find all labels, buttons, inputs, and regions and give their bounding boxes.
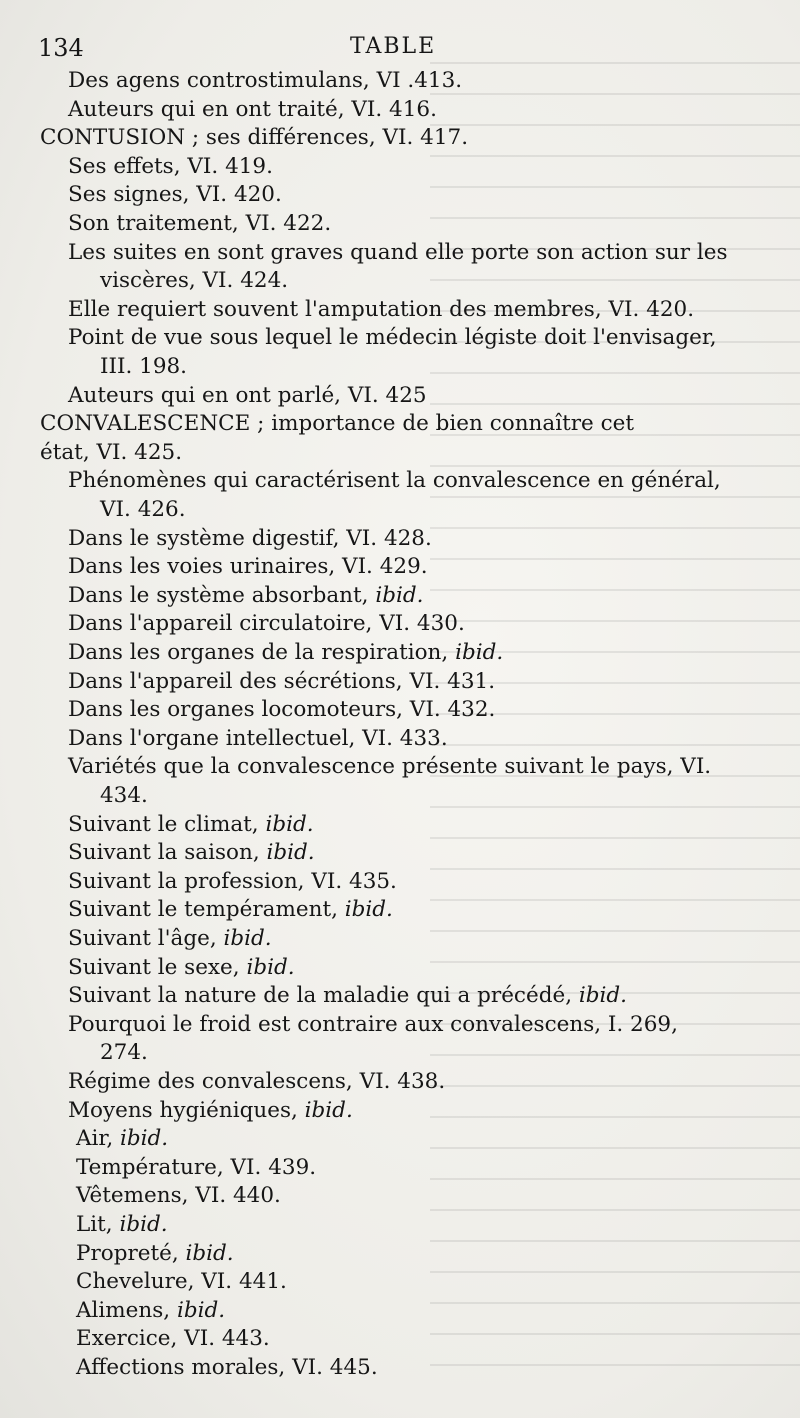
index-entry-line: 274.: [100, 1040, 148, 1066]
index-entry-line: Variétés que la convalescence présente suivant le pays, VI.: [68, 754, 712, 780]
index-entry-line: Dans le système digestif, VI. 428.: [68, 525, 432, 551]
index-entry-line: Auteurs qui en ont parlé, VI. 425: [68, 382, 427, 408]
index-entry-line: VI. 426.: [100, 497, 186, 522]
running-title: TABLE: [350, 34, 437, 59]
index-entry-line: Suivant le sexe, ibid.: [68, 954, 295, 980]
index-entry-line: Phénomènes qui caractérisent la convalescence en général,: [68, 468, 721, 494]
index-entry-line: Suivant le climat, ibid.: [68, 811, 314, 837]
index-entry-line: Elle requiert souvent l'amputation des membres, VI. 420.: [68, 296, 695, 322]
index-entry-line: Suivant la profession, VI. 435.: [68, 868, 397, 894]
index-entry-line: Ses signes, VI. 420.: [68, 182, 282, 208]
index-entry-line: Auteurs qui en ont traité, VI. 416.: [68, 96, 437, 122]
index-entry-line: Dans l'appareil des sécrétions, VI. 431.: [68, 668, 496, 694]
index-entry-line: viscères, VI. 424.: [100, 268, 289, 294]
index-entry-line: Dans les voies urinaires, VI. 429.: [68, 554, 428, 580]
index-entry-line: Exercice, VI. 443.: [76, 1326, 270, 1352]
index-entry-line: Affections morales, VI. 445.: [76, 1355, 378, 1380]
page-header: [0, 34, 800, 68]
index-entry-line: Dans les organes de la respiration, ibid.: [68, 640, 504, 665]
index-heading-line: CONTUSION ; ses différences, VI. 417.: [40, 125, 469, 151]
index-entry-line: Suivant la nature de la maladie qui a précédé, ibid.: [68, 983, 627, 1009]
index-entry-line: Pourquoi le froid est contraire aux convalescens, I. 269,: [68, 1011, 678, 1037]
index-entry-line: Dans les organes locomoteurs, VI. 432.: [68, 697, 496, 723]
index-entry-line: Vêtemens, VI. 440.: [76, 1183, 281, 1209]
index-entry-line: Moyens hygiéniques, ibid.: [68, 1097, 353, 1123]
index-entry-line: Suivant la saison, ibid.: [68, 840, 315, 866]
index-entry-line: Température, VI. 439.: [76, 1154, 317, 1180]
index-entry-line: Les suites en sont graves quand elle porte son action sur les: [68, 239, 728, 265]
page-number: 134: [38, 34, 84, 62]
index-entry-line: Son traitement, VI. 422.: [68, 211, 332, 236]
index-entry-line: Propreté, ibid.: [76, 1240, 234, 1266]
index-entry-line: III. 198.: [100, 354, 188, 379]
index-entry-line: Suivant l'âge, ibid.: [68, 926, 272, 951]
index-entry-line: Dans l'appareil circulatoire, VI. 430.: [68, 611, 465, 637]
index-entry-line: 434.: [100, 783, 148, 808]
index-heading-line: CONVALESCENCE ; importance de bien connaître cet: [40, 411, 634, 437]
index-entry-line: Ses effets, VI. 419.: [68, 153, 273, 179]
index-entry-line: Dans le système absorbant, ibid.: [68, 582, 424, 608]
index-entry-line: Suivant le tempérament, ibid.: [68, 897, 393, 923]
index-entry-line: Régime des convalescens, VI. 438.: [68, 1069, 446, 1094]
index-entry-line: Lit, ibid.: [76, 1212, 168, 1237]
index-entry-line: Dans l'organe intellectuel, VI. 433.: [68, 725, 448, 751]
index-entry-line: Point de vue sous lequel le médecin légiste doit l'envisager,: [68, 325, 717, 351]
index-entry-line: Alimens, ibid.: [76, 1297, 226, 1323]
index-entry-line: Chevelure, VI. 441.: [76, 1269, 287, 1295]
index-entry-line: état, VI. 425.: [40, 439, 183, 465]
index-entry-line: Des agens controstimulans, VI .413.: [68, 68, 463, 93]
index-entry-line: Air, ibid.: [76, 1126, 169, 1152]
